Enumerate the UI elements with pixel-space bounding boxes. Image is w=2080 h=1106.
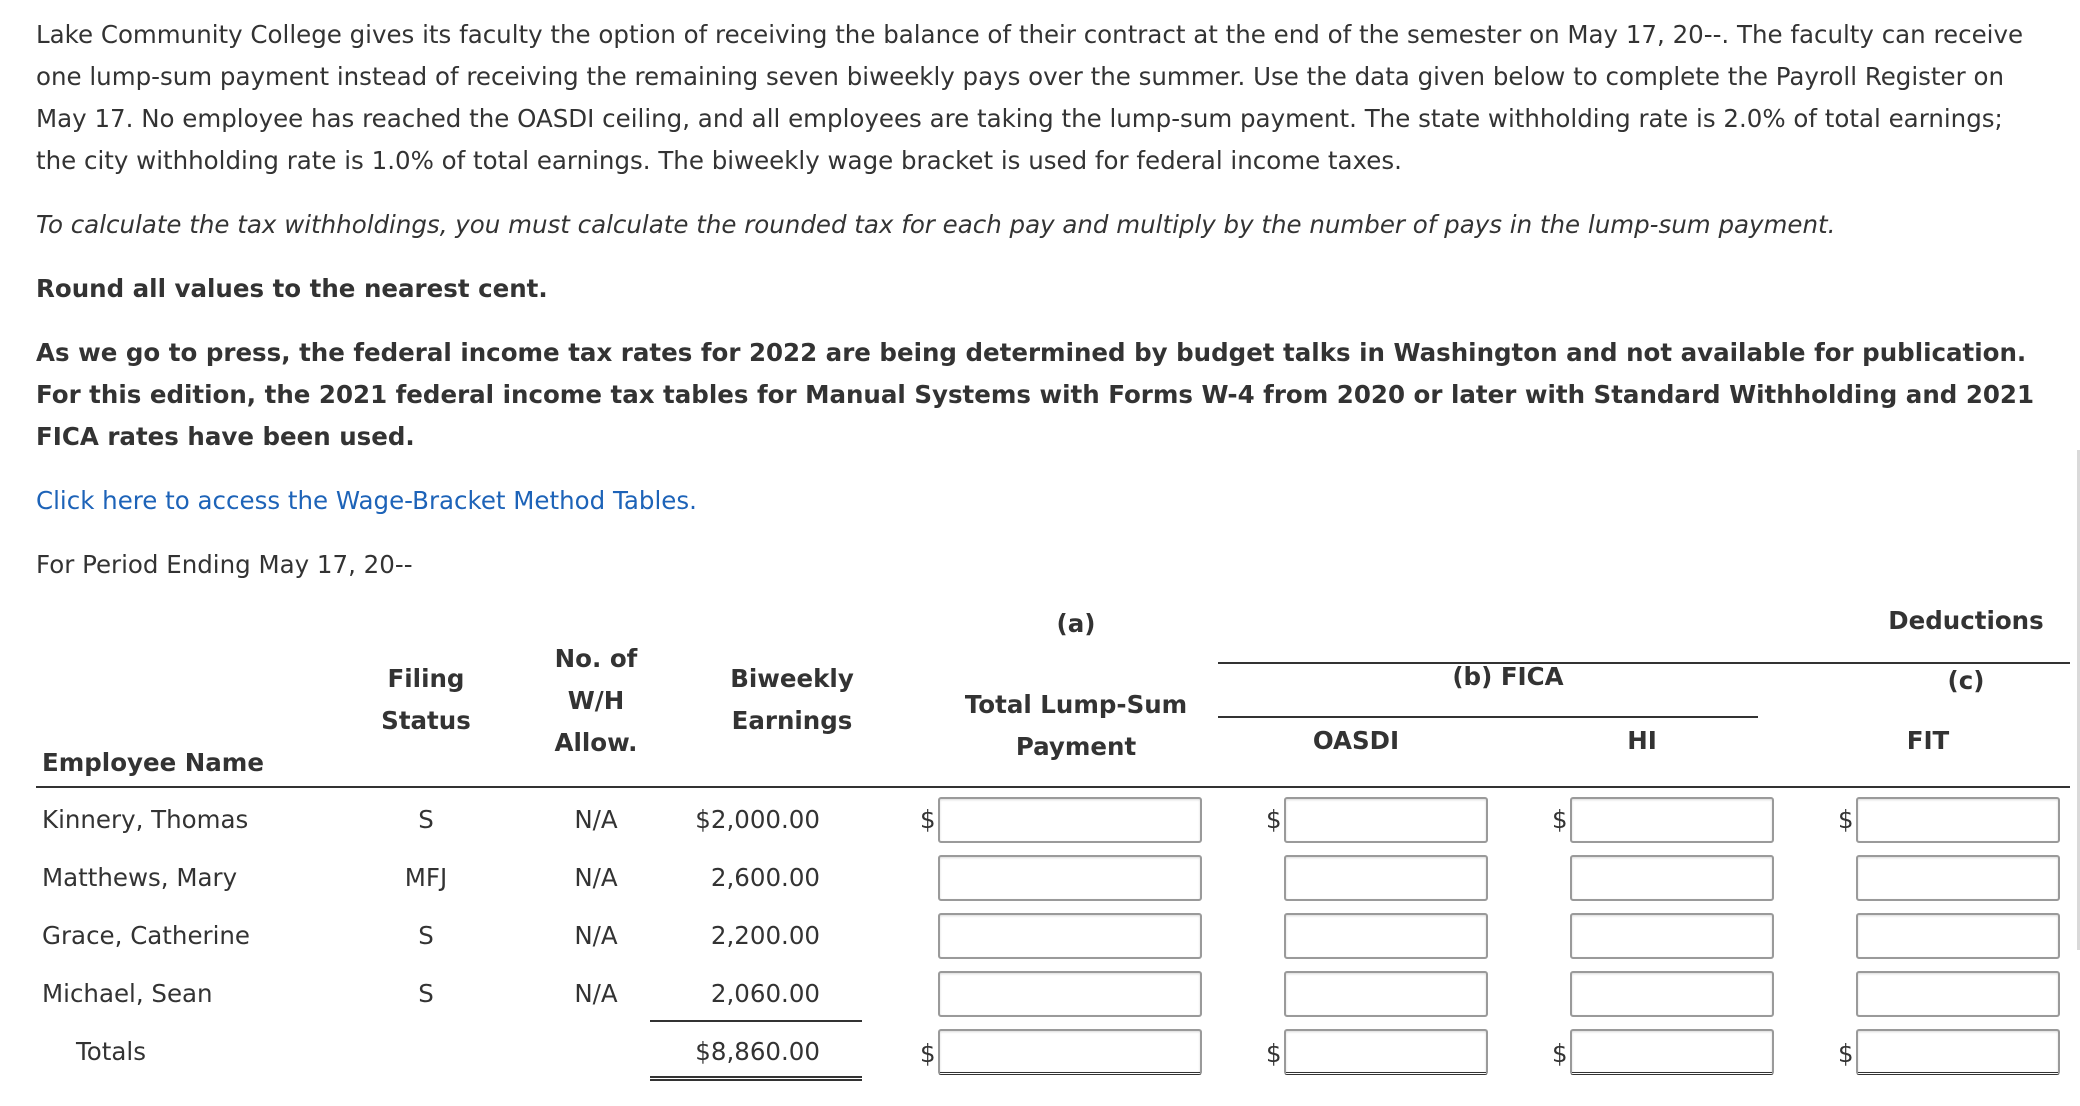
wh-allowances: N/A	[574, 979, 618, 1008]
total-lump-sum-input[interactable]	[938, 1029, 1202, 1075]
biweekly-earnings: 2,600.00	[710, 863, 820, 892]
header-employee-name: Employee Name	[42, 748, 264, 777]
tax-table-note: As we go to press, the federal income tax rates for 2022 are being determined by budget talks in Washington and not available for publication. For this edition, the 2021 federal income tax tables for Manual Systems with Forms W-4 from 2020 or later with Standard Withholding and 2021 FICA rates have been used.	[36, 338, 2035, 451]
biweekly-earnings: 2,200.00	[710, 921, 820, 950]
biweekly-earnings: $2,000.00	[695, 805, 820, 834]
earnings-total-double-rule	[650, 1076, 862, 1081]
total-hi-input[interactable]	[1570, 1029, 1774, 1075]
oasdi-input[interactable]	[1284, 913, 1488, 959]
oasdi-input[interactable]	[1284, 797, 1488, 843]
dollar-sign: $	[920, 805, 936, 834]
lump-sum-input[interactable]	[938, 797, 1202, 843]
oasdi-input[interactable]	[1284, 855, 1488, 901]
instruction-paragraph: Lake Community College gives its faculty the option of receiving the balance of their contract at the end of the semester on May 17, 20--. The faculty can receive one lump-sum payment instead of receiving the remaining seven biweekly pays over the summer. Use the data given below to complete the Payroll Register on May 17. No employee has reached the OASDI ceiling, and all employees are taking the lump-sum payment. The state withholding rate is 2.0% of total earnings; the city withholding rate is 1.0% of total earnings. The biweekly wage bracket is used for federal income taxes.	[36, 20, 2024, 175]
hi-input[interactable]	[1570, 855, 1774, 901]
payroll-register-table	[36, 604, 2080, 1104]
dollar-sign: $	[1552, 805, 1568, 834]
wh-allowances: N/A	[574, 921, 618, 950]
header-bottom-rule	[36, 786, 2070, 788]
filing-status: S	[418, 805, 434, 834]
rounding-note: Round all values to the nearest cent.	[36, 274, 548, 303]
dollar-sign: $	[1266, 1039, 1282, 1068]
earnings-subtotal-rule	[650, 1020, 862, 1022]
dollar-sign: $	[1838, 1039, 1854, 1068]
fit-input[interactable]	[1856, 971, 2060, 1017]
wage-bracket-tables-link[interactable]: Click here to access the Wage-Bracket Method Tables.	[36, 486, 697, 515]
header-total-lump-sum: Total Lump-Sum Payment	[964, 690, 1188, 761]
total-biweekly-earnings: $8,860.00	[695, 1037, 820, 1066]
header-fit: FIT	[1906, 726, 1950, 755]
header-biweekly-earnings: Biweekly Earnings	[730, 664, 854, 735]
header-filing-status: Filing Status	[381, 664, 471, 735]
header-deductions: Deductions	[1888, 606, 2044, 635]
biweekly-earnings: 2,060.00	[710, 979, 820, 1008]
header-wh-allowances: No. of W/H Allow.	[554, 644, 638, 757]
wh-allowances: N/A	[574, 863, 618, 892]
total-oasdi-input[interactable]	[1284, 1029, 1488, 1075]
employee-name: Michael, Sean	[42, 979, 213, 1008]
lump-sum-input[interactable]	[938, 971, 1202, 1017]
dollar-sign: $	[1552, 1039, 1568, 1068]
hi-input[interactable]	[1570, 971, 1774, 1017]
header-a-label: (a)	[1056, 609, 1096, 638]
calculation-note: To calculate the tax withholdings, you must calculate the rounded tax for each pay and multiply by the number of pays in the lump-sum payment.	[36, 210, 1836, 239]
filing-status: MFJ	[404, 863, 448, 892]
header-fica: (b) FICA	[1452, 662, 1564, 691]
period-ending-label: For Period Ending May 17, 20--	[36, 550, 413, 579]
problem-page	[36, 14, 2046, 1068]
header-c-label: (c)	[1947, 666, 1985, 695]
hi-input[interactable]	[1570, 913, 1774, 959]
dollar-sign: $	[1838, 805, 1854, 834]
employee-name: Kinnery, Thomas	[42, 805, 249, 834]
lump-sum-input[interactable]	[938, 913, 1202, 959]
fica-rule	[1218, 716, 1758, 718]
lump-sum-input[interactable]	[938, 855, 1202, 901]
hi-input[interactable]	[1570, 797, 1774, 843]
employee-name: Grace, Catherine	[42, 921, 250, 950]
filing-status: S	[418, 979, 434, 1008]
wh-allowances: N/A	[574, 805, 618, 834]
filing-status: S	[418, 921, 434, 950]
dollar-sign: $	[920, 1039, 936, 1068]
totals-label: Totals	[76, 1037, 146, 1066]
fit-input[interactable]	[1856, 913, 2060, 959]
total-fit-input[interactable]	[1856, 1029, 2060, 1075]
fit-input[interactable]	[1856, 797, 2060, 843]
header-hi: HI	[1627, 726, 1657, 755]
employee-name: Matthews, Mary	[42, 863, 238, 892]
oasdi-input[interactable]	[1284, 971, 1488, 1017]
dollar-sign: $	[1266, 805, 1282, 834]
header-oasdi: OASDI	[1312, 726, 1400, 755]
fit-input[interactable]	[1856, 855, 2060, 901]
